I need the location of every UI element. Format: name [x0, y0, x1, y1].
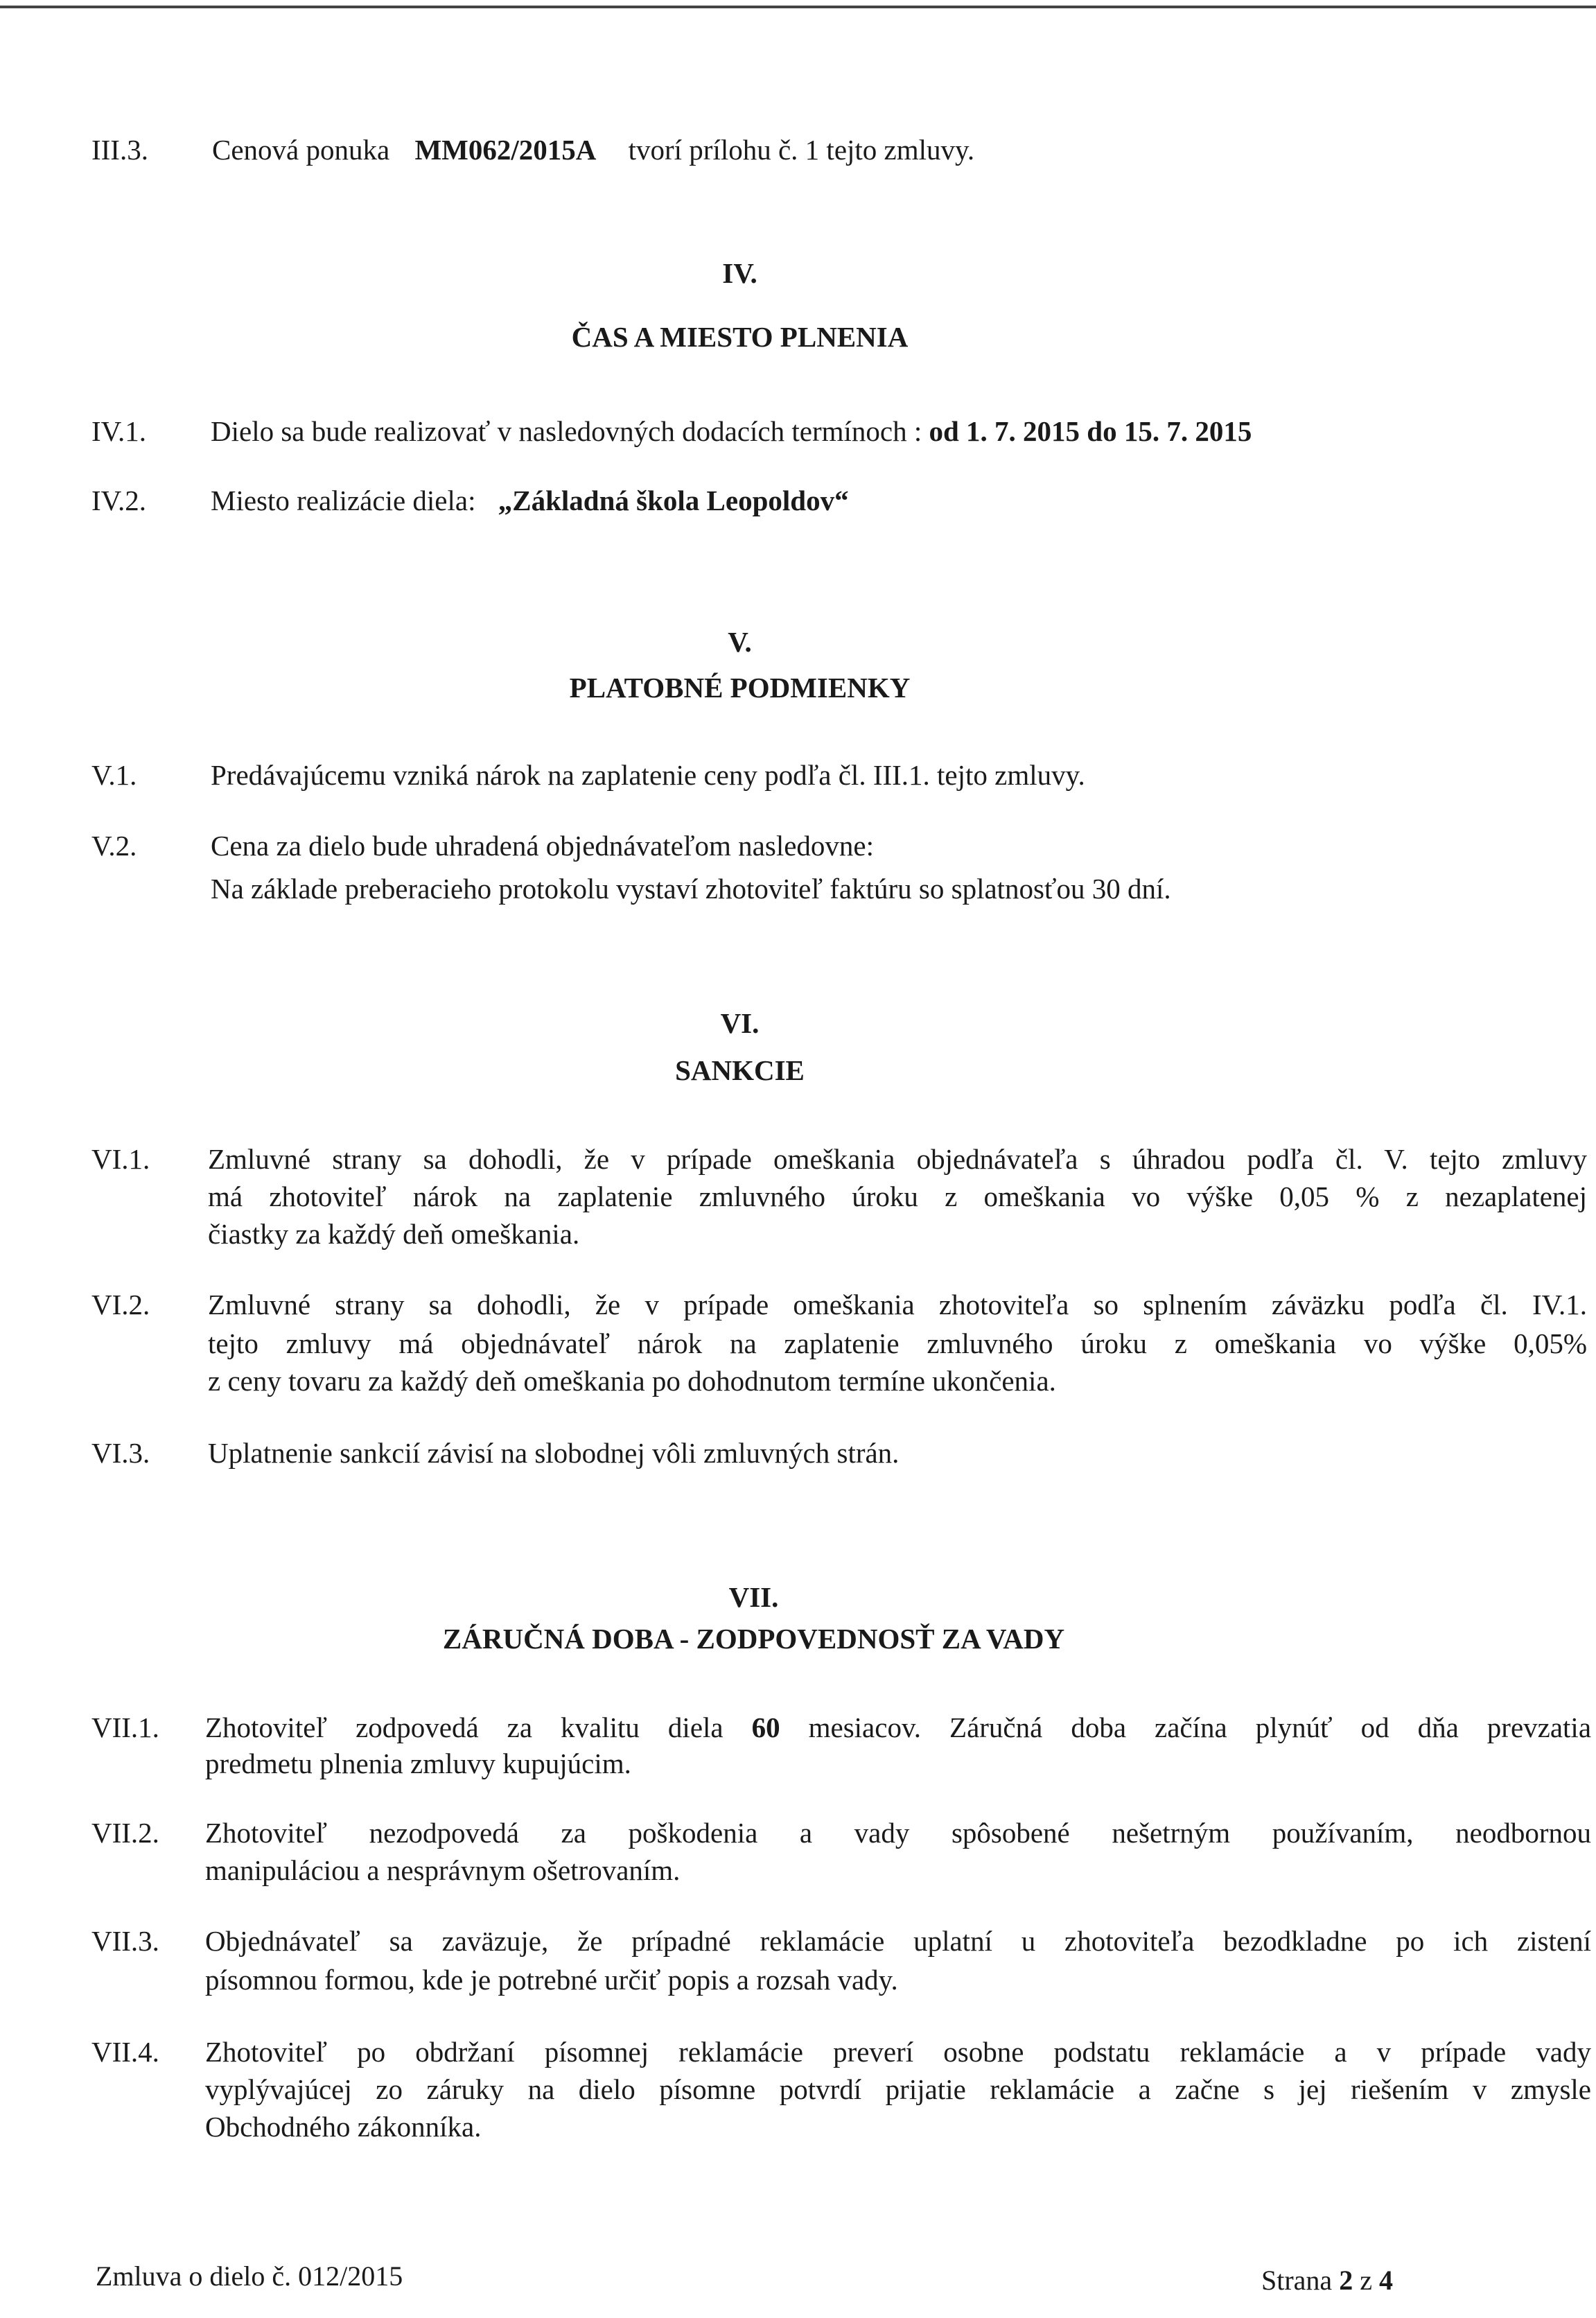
clause-text-part: Cenová ponuka [212, 134, 390, 166]
page-of: z [1360, 2265, 1372, 2296]
page-current: 2 [1339, 2265, 1353, 2296]
section-title: SANKCIE [675, 1054, 805, 1086]
section-title: ZÁRUČNÁ DOBA - ZODPOVEDNOSŤ ZA VADY [442, 1623, 1065, 1655]
clause-text-line: Obchodného zákonníka. [205, 2111, 482, 2143]
clause-text-line: manipuláciou a nesprávnym ošetrovaním. [205, 1854, 681, 1886]
clause-text-part: Miesto realizácie diela: [211, 485, 476, 516]
clause-text-part: Zhotoviteľ zodpovedá za kvalitu diela [205, 1711, 724, 1743]
clause-number: IV.1. [91, 415, 146, 447]
clause-text-line: Zmluvné strany sa dohodli, že v prípade omeškania zhotoviteľa so splnením záväzku podľa čl. IV.1. [208, 1289, 1587, 1321]
clause-text-line: čiastky za každý deň omeškania. [208, 1218, 580, 1250]
clause-number: VII.4. [91, 2036, 159, 2068]
clause-text-line: tejto zmluvy má objednávateľ nárok na zaplatenie zmluvného úroku z omeškania vo výške 0,05% [208, 1327, 1587, 1359]
delivery-dates: od 1. 7. 2015 do 15. 7. 2015 [929, 415, 1252, 447]
clause-text-line: Zmluvné strany sa dohodli, že v prípade omeškania objednávateľa s úhradou podľa čl. V. tejto zmluvy [208, 1143, 1587, 1175]
clause-number: III.3. [91, 134, 148, 166]
clause-number: VI.1. [91, 1143, 150, 1175]
clause-text [211, 487, 849, 515]
clause-number: VII.3. [91, 1925, 159, 1957]
clause-text-line: Na základe preberacieho protokolu vystaví zhotoviteľ faktúru so splatnosťou 30 dní. [211, 873, 1171, 905]
section-number: V. [728, 626, 752, 658]
section-number: VI. [720, 1007, 760, 1039]
footer-contract-id: Zmluva o dielo č. 012/2015 [96, 2260, 403, 2292]
clause-text-part: Dielo sa bude realizovať v nasledovných dodacích termínoch : [211, 415, 929, 447]
clause-text-line: vyplývajúcej zo záruky na dielo písomne potvrdí prijatie reklamácie a začne s jej riešením v zmysle [205, 2073, 1591, 2105]
offer-number: MM062/2015A [414, 134, 597, 166]
clause-text-line: predmetu plnenia zmluvy kupujúcim. [205, 1748, 631, 1779]
clause-text-part: mesiacov. Záručná doba začína plynúť od dňa prevzatia [808, 1711, 1592, 1743]
section-title: ČAS A MIESTO PLNENIA [571, 321, 909, 353]
section-number: VII. [728, 1581, 779, 1613]
clause-text [212, 136, 974, 164]
section-number: IV. [722, 257, 757, 289]
clause-text-part: tvorí prílohu č. 1 tejto zmluvy. [628, 134, 975, 166]
page-total: 4 [1378, 2265, 1393, 2296]
clause-text-line: Cena za dielo bude uhradená objednávateľom nasledovne: [211, 830, 875, 862]
warranty-months: 60 [751, 1711, 780, 1743]
page-label: Strana [1261, 2265, 1333, 2296]
scan-top-border [0, 6, 1596, 8]
section-title: PLATOBNÉ PODMIENKY [569, 672, 911, 704]
clause-text [211, 417, 1252, 446]
clause-number: V.1. [91, 759, 137, 791]
clause-number: VI.3. [91, 1437, 150, 1469]
clause-text: Uplatnenie sankcií závisí na slobodnej vôli zmluvných strán. [208, 1437, 900, 1469]
clause-text-line: písomnou formou, kde je potrebné určiť popis a rozsah vady. [205, 1964, 898, 1996]
clause-text-line [205, 1711, 1592, 1743]
clause-number: VI.2. [91, 1289, 150, 1321]
place-name: „Základná škola Leopoldov“ [498, 485, 849, 516]
clause-number: IV.2. [91, 485, 146, 516]
clause-text-line: Objednávateľ sa zaväzuje, že prípadné reklamácie uplatní u zhotoviteľa bezodkladne po ich zistení [205, 1925, 1591, 1957]
clause-text: Predávajúcemu vzniká nárok na zaplatenie ceny podľa čl. III.1. tejto zmluvy. [211, 759, 1085, 791]
clause-text-line: Zhotoviteľ po obdržaní písomnej reklamácie preverí osobne podstatu reklamácie a v prípade vady [205, 2036, 1591, 2068]
clause-text-line: Zhotoviteľ nezodpovedá za poškodenia a vady spôsobené nešetrným používaním, neodbornou [205, 1817, 1591, 1849]
clause-text-line: z ceny tovaru za každý deň omeškania po dohodnutom termíne ukončenia. [208, 1365, 1056, 1397]
clause-number: VII.2. [91, 1817, 159, 1849]
clause-text-line: má zhotoviteľ nárok na zaplatenie zmluvného úroku z omeškania vo výške 0,05 % z nezaplatenej [208, 1180, 1587, 1212]
footer-page-number [1261, 2267, 1393, 2294]
clause-number: V.2. [91, 830, 137, 862]
clause-number: VII.1. [91, 1711, 159, 1743]
